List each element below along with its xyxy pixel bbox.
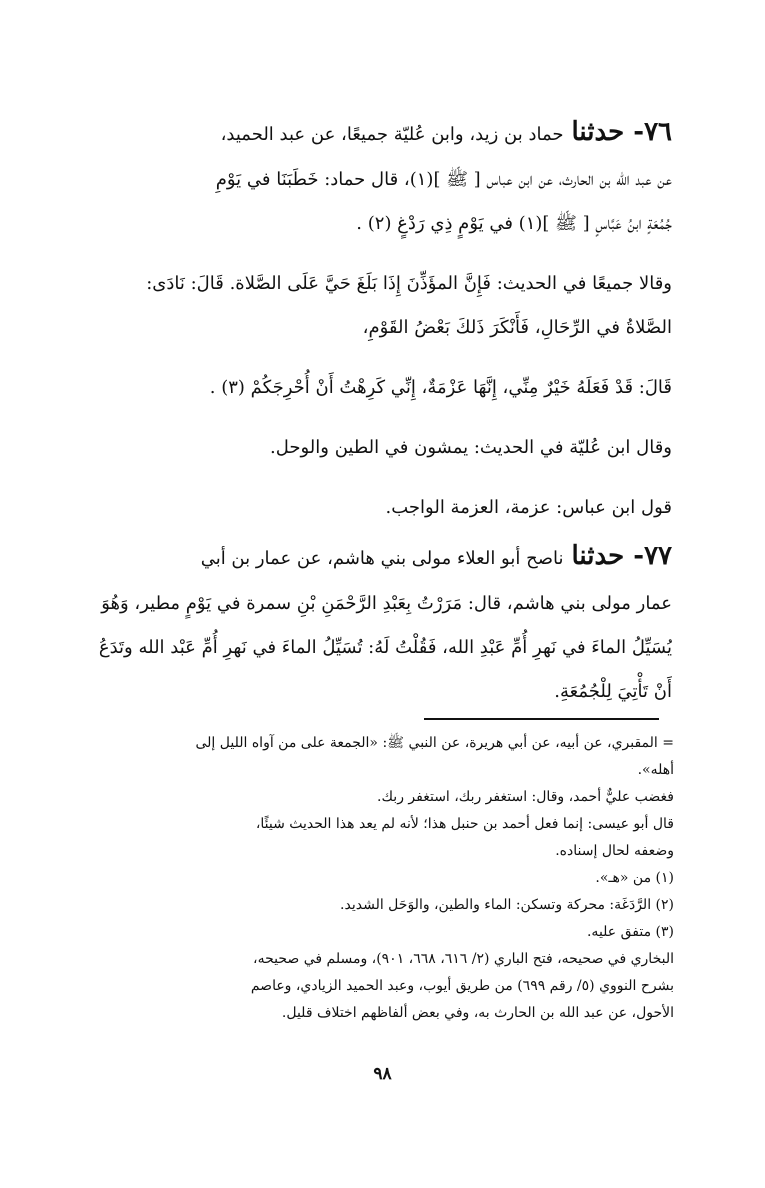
main-text [82,106,672,714]
footnote-3: (٣) متفق عليه. [586,924,674,940]
page-number: ٩٨ [373,1064,392,1084]
footnote-3-line-3: بشرح النووي (٥/ رقم ٦٩٩) من طريق أيوب، وعبد الحميد الزيادي، وعاصم [250,978,674,994]
hadith-76-line-2: عن عبد الله بن الحارث، عن ابن عباس [ ﷺ ](١)، قال حماد: خَطَبَنَا في يَوْمِ [215,169,672,190]
hadith-76-text-1: حماد بن زيد، وابن عُليّة جميعًا، عن عبد الحميد، [220,124,564,145]
paragraph-gap [82,410,672,426]
paragraph-gap [82,246,672,262]
footnote-line-3: فغضب عليٌّ أحمد، وقال: استغفر ربك، استغفر ربك. [377,789,674,805]
hadith-77-number: ٧٧- حدثنا [571,541,672,571]
paragraph-gap [82,350,672,366]
footnote-separator [424,718,659,720]
hadith-76-number: ٧٦- حدثنا [571,117,672,147]
hadith-77-line-2: عمار مولى بني هاشم، قال: مَرَرْتُ بِعَبْدِ الرَّحْمَنِ بْنِ سمرة في يَوْمٍ مطير، وَهُوَ [101,593,672,614]
footnote-2: (٢) الرَّدَغَة: محركة وتسكن: الماء والطين، والوَحَل الشديد. [340,897,674,913]
footnote-line-4: قال أبو عيسى: إنما فعل أحمد بن حنبل هذا؛ لأنه لم يعد هذا الحديث شيئًا، [255,816,674,832]
hadith-76-line-8: قول ابن عباس: عزمة، العزمة الواجب. [385,497,672,518]
footnotes [82,730,674,1027]
footnote-line-2: أهله». [637,762,674,778]
hadith-76-line-4: وقالا جميعًا في الحديث: فَإِنَّ المؤَذِّنَ إِذَا بَلَغَ حَيَّ عَلَى الصَّلاة. قَالَ: نَادَى: [146,273,672,294]
hadith-76-line-3: جُمُعَةٍ ابنُ عَبَّاسٍ [ ﷺ ](١) في يَوْمٍ ذِي رَدْغٍ (٢) . [356,213,672,234]
footnote-line-5: وضعفه لحال إسناده. [555,843,674,859]
hadith-77-line-4: أَنْ تَأْتِيَ لِلْجُمُعَةِ. [554,681,672,702]
hadith-77-text-1: ناصح أبو العلاء مولى بني هاشم، عن عمار بن أبي [200,548,564,569]
hadith-76-line-6: قَالَ: قَدْ فَعَلَهُ خَيْرٌ مِنِّي، إِنَّهَا عَزْمَةٌ، إِنِّي كَرِهْتُ أَنْ أُحْرِجَكُمْ (٣) . [209,377,672,398]
hadith-77-line-1 [82,530,672,582]
footnote-3-line-2: البخاري في صحيحه، فتح الباري (٢/ ٦١٦، ٦٦٨، ٩٠١)، ومسلم في صحيحه، [253,951,674,967]
footnote-3-line-4: الأحول، عن عبد الله بن الحارث به، وفي بعض ألفاظهم اختلاف قليل. [281,1005,674,1021]
hadith-77-line-3: يُسَيِّلُ الماءَ في نَهرِ أُمِّ عَبْدِ الله، فَقُلْتُ لَهُ: تُسَيِّلُ الماءَ في نَهرِ أُمِّ عَبْد الله وتَدَعُ [98,637,672,658]
hadith-76-line-7: وقال ابن عُليّة في الحديث: يمشون في الطين والوحل. [270,437,672,458]
hadith-76-line-1 [82,106,672,158]
paragraph-gap [82,470,672,486]
hadith-76-line-5: الصَّلاةُ في الرِّحَالِ، فَأَنْكَرَ ذَلكَ بَعْضُ القَوْمِ، [362,317,672,338]
footnote-line-1: = المقبري، عن أبيه، عن أبي هريرة، عن النبي ﷺ: «الجمعة على من آواه الليل إلى [195,735,674,751]
footnote-1: (١) من «هـ». [595,870,674,886]
